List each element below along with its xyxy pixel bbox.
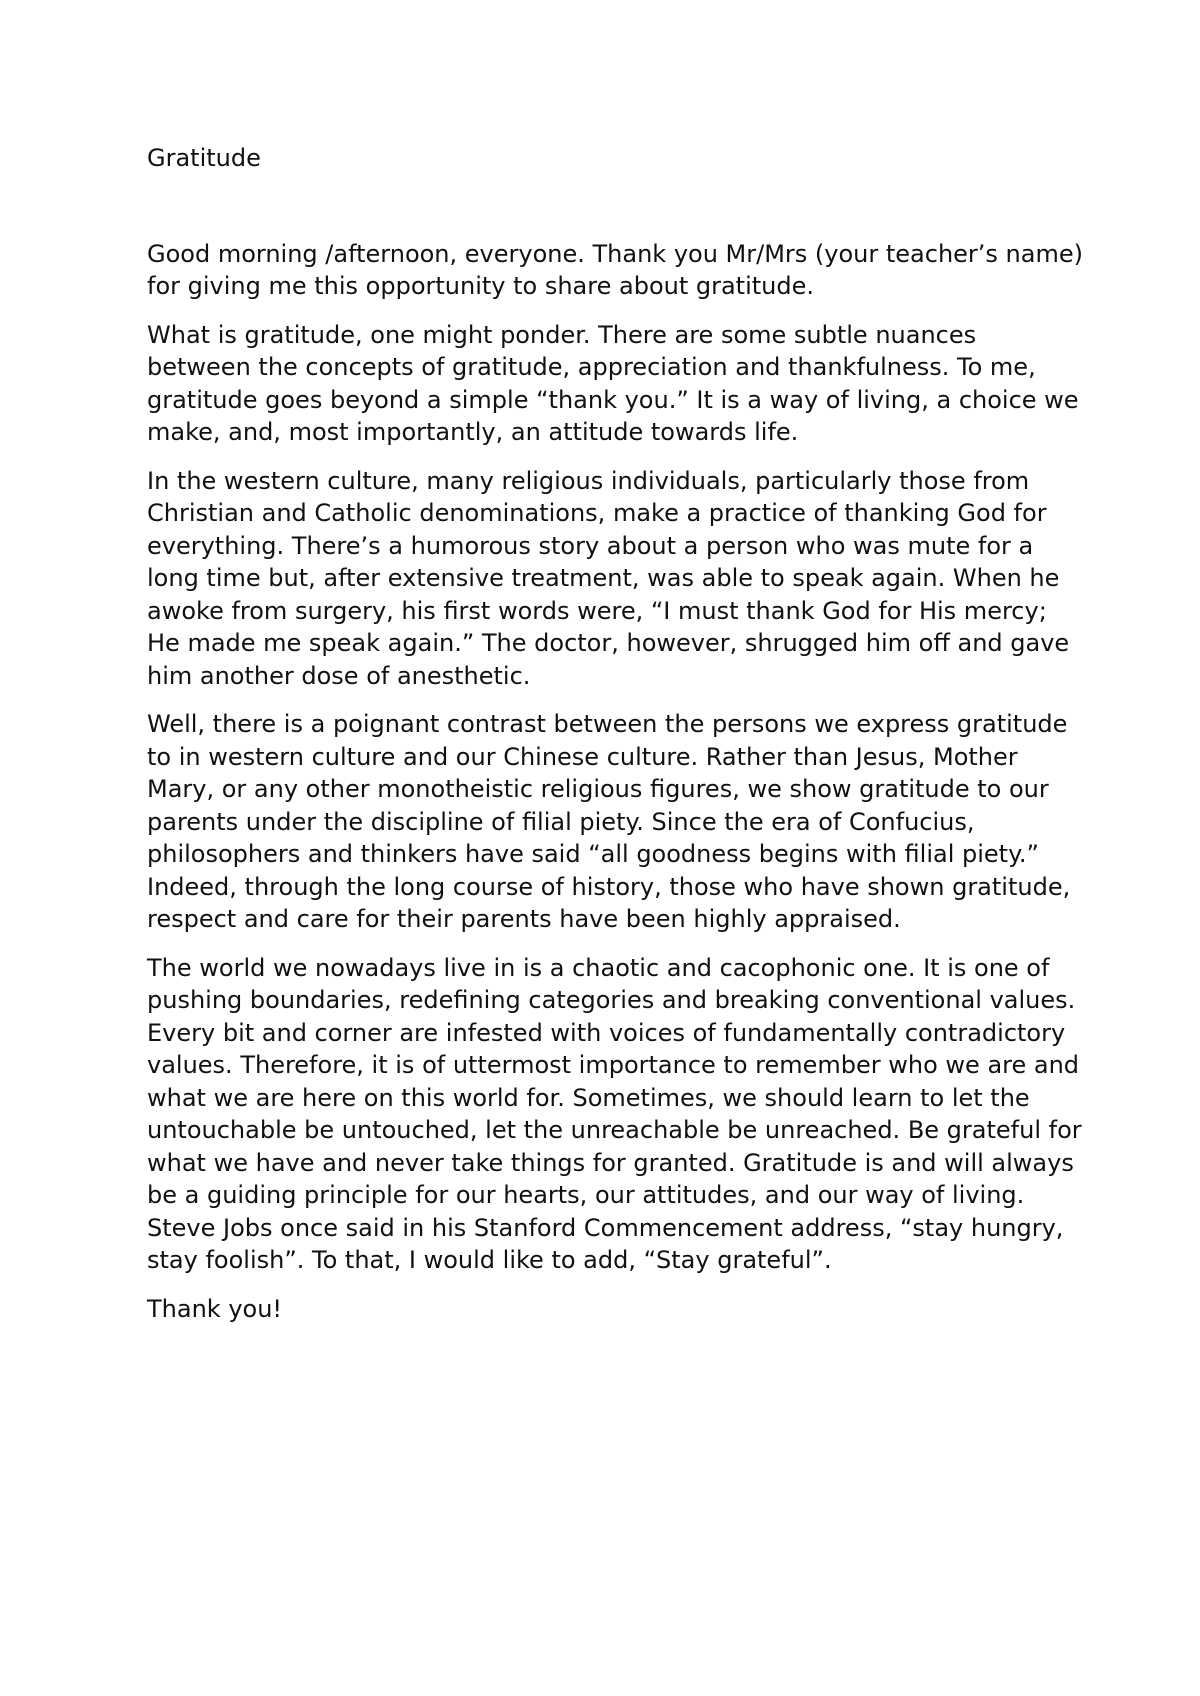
paragraph-modern-world: The world we nowadays live in is a chaotic and cacophonic one. It is one of pushing boundaries, redefining categories and breaking conventional values. Every bit and corner are infested with voices of fundamentally contradictory values. Therefore, it is of uttermost importance to remember who we are and what we are here on this world for. Sometimes, we should learn to let the untouchable be untouched, let the unreachable be unreached. Be grateful for what we have and never take things for granted. Gratitude is and will always be a guiding principle for our hearts, our attitudes, and our way of living. Steve Jobs once said in his Stanford Commencement address, “stay hungry, stay foolish”. To that, I would like to add, “Stay grateful”.	[147, 953, 1082, 1274]
paragraph-chinese-culture: Well, there is a poignant contrast between the persons we express gratitude to in western culture and our Chinese culture. Rather than Jesus, Mother Mary, or any other monotheistic religious figures, we show gratitude to our parents under the discipline of filial piety. Since the era of Confucius, philosophers and thinkers have said “all goodness begins with filial piety.” Indeed, through the long course of history, those who have shown gratitude, respect and care for their parents have been highly appraised.	[147, 710, 1071, 933]
paragraph-closing: Thank you!	[147, 1294, 283, 1323]
document-title: Gratitude	[147, 144, 261, 172]
paragraph-definition: What is gratitude, one might ponder. There are some subtle nuances between the concepts of gratitude, appreciation and thankfulness. To me, gratitude goes beyond a simple “thank you.” It is a way of living, a choice we make, and, most importantly, an attitude towards life.	[147, 320, 1079, 446]
paragraph-western-culture: In the western culture, many religious individuals, particularly those from Christian and Catholic denominations, make a practice of thanking God for everything. There’s a humorous story about a person who was mute for a long time but, after extensive treatment, was able to speak again. When he awoke from surgery, his first words were, “I must thank God for His mercy; He made me speak again.” The doctor, however, shrugged him off and gave him another dose of anesthetic.	[147, 466, 1070, 690]
document-body	[147, 142, 1087, 1341]
paragraph-greeting: Good morning /afternoon, everyone. Thank you Mr/Mrs (your teacher’s name) for giving me this opportunity to share about gratitude.	[147, 239, 1083, 300]
